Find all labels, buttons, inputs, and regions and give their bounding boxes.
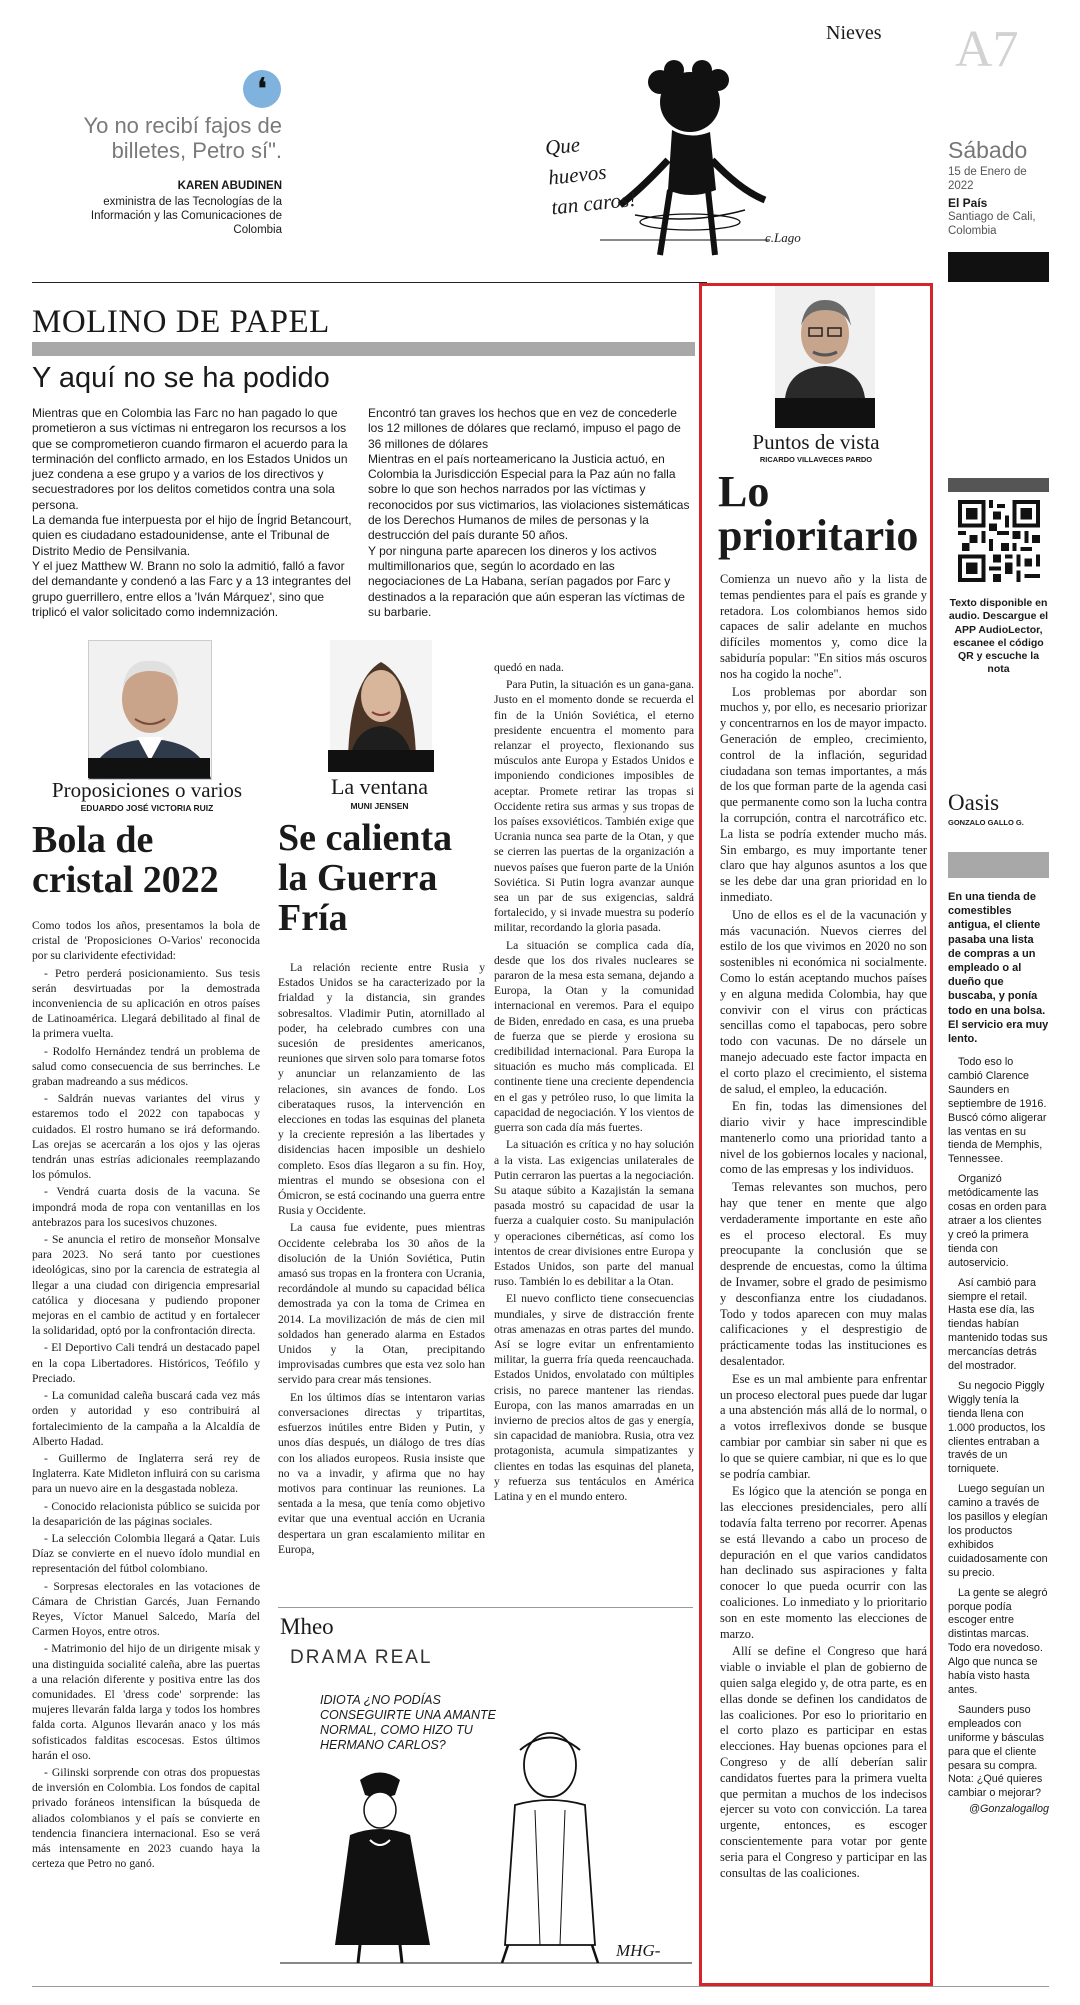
molino-col2 — [368, 406, 693, 620]
body-jensen-b — [494, 660, 694, 1506]
qr-code-icon[interactable] — [958, 500, 1040, 582]
paragraph: - Matrimonio del hijo de un dirigente misak y una distinguida socialité caleña, abre las puertas a una relación diferente y positiva entre las dos comunidades. El 'dress code' sorprende: las mujeres llevarán falda larga y todos los hombres falda corta. Algunos llevarán anaco y los más sofisticados falditas escocesas. Estos últimos harán el oso. — [32, 1642, 260, 1762]
header-quote: Yo no recibí fajos de billetes, Petro sí". — [83, 113, 282, 163]
cartoon-mheo — [280, 1645, 692, 1970]
paragraph: En fin, todas las dimensiones del diario vivir y hace imprescindible mantenerlo como una prioridad tanto a nivel de los gobiernos locales y nacional, como de las empresas y los individuos. — [720, 1099, 927, 1177]
oasis-signature: @Gonzalogallog — [969, 1803, 1049, 1816]
column-name-victoria: Proposiciones o varios — [51, 778, 243, 802]
author-victoria: EDUARDO JOSÉ VICTORIA RUIZ — [80, 803, 214, 813]
paragraph: Temas relevantes son muchos, pero hay que tener en mente que algo verdaderamente importante en este año es el proceso electoral. Es muy preocupante la conclusión que se desprende de encuestas, como la última de Invamer, sobre el grado de pesimismo y desconfianza entre los ciudadanos. Todo y todos aparecen con muy malas calificaciones y el desprestigio de prácticamente todas las instituciones es desalentador. — [720, 1180, 927, 1369]
molino-headline: Y aquí no se ha podido — [32, 362, 330, 394]
body-jensen-a — [278, 960, 485, 1559]
photo-black-bar — [775, 398, 875, 428]
paragraph: - Conocido relacionista público se suicida por la desaparición de las páginas sociales. — [32, 1499, 260, 1528]
header-cartoon-text: Que huevos tan caros! — [543, 132, 638, 220]
paragraph: La causa fue evidente, pues mientras Occidente celebraba los 30 años de la disolución de la Unión Soviética, Putin amasó sus tropas en la frontera con Ucrania, recordándole al mundo su capacidad bélica demostrada ya con la toma de Crimea en 2014. La movilización de más de cien mil soldados han generado alarma en Estados Unidos y la Otan, precipitando improvisadas cumbres que esta vez solo han servido para crear más tensiones. — [278, 1221, 485, 1387]
oasis-author: GONZALO GALLO G. — [948, 818, 1024, 827]
molino-grey-bar — [32, 342, 695, 356]
paragraph: quedó en nada. — [494, 661, 564, 674]
page-number: A7 — [955, 21, 1019, 78]
paragraph: - La comunidad caleña buscará cada vez más orden y autoridad y eso contribuirá al fortalecimiento de la campaña a la Alcaldía de Alberto Hadad. — [32, 1389, 260, 1448]
date: 15 de Enero de 2022 — [948, 166, 1027, 192]
body-victoria — [32, 918, 260, 1873]
paragraph: Es lógico que la atención se ponga en las elecciones presidenciales, pero allí todavía falta terreno por recorrer. Apenas se está llevando a cabo un proceso de depuración en el que varios candidatos han declinado sus aspiraciones y falta conocer lo que pueda ocurrir con las coaliciones. Lo inmediato y lo prioritario son en este momento las elecciones de marzo. — [720, 1484, 927, 1641]
paragraph: Para Putin, la situación es un gana-gana. Justo en el momento donde se recuerda el fin de la Unión Soviética, el eterno presidente encuentra el momento para relanzar el proyecto, flexionando sus músculos ante Europa y Estados Unidos e imponiendo condiciones imposibles de aceptar. Promete retirar las tropas si Occidente retira sus armas y sus tropas de los países exsoviéticos. También exige que Ucrania nunca sea parte de la Otan, y que se cierren las puertas de la organización a nuevos países que fueron parte de la Unión Soviética. Si Putin logra avanzar aunque sea un par de sus exigencias, saldrá fortalecido, y si invade muestra su poderío militar, recordando la gloria pasada. — [494, 678, 694, 935]
paragraph: - La selección Colombia llegará a Qatar. Luis Díaz se convierte en el nuevo ídolo mundial en representación del fútbol colombiano. — [32, 1531, 260, 1576]
paragraph: El nuevo conflicto tiene consecuencias mundiales, y sirve de distracción frente otras amenazas en otras partes del mundo. Así se logre evitar un enfrentamiento militar, la guerra fría queda reencauchada. Estados Unidos, envolatado con múltiples crisis, no parece mantener las riendas. Europa, con las manos amarradas en un invierno de precios altos de gas y energía, sin capacidad de maniobra. Rusia, otra vez protagonista, acumula simpatizantes y clientes en todas las esquinas del planeta, y refuerza sus tentáculos en América Latina y en el mundo entero. — [494, 1292, 694, 1503]
paragraph: Comienza un nuevo año y la lista de temas pendientes para el país es grande y retadora. Los colombianos hemos sido capaces de salir adelante en muchos difíciles momentos y, como dice la sabiduría popular: "En sitios más oscuros nos ha cogido la noche". — [720, 572, 927, 681]
oasis-lead: En una tienda de comestibles antigua, el cliente pasaba una lista de compras a un empleado o al dueño que buscaba, y ponía todo en una bolsa. El servicio era muy lento. — [948, 891, 1049, 1046]
paragraph: La relación reciente entre Rusia y Estados Unidos se ha caracterizado por la frialdad y la distancia, sin grandes sobresaltos. Vladimir Putin, atornillado al poder, ha celebrado cumbres con una sucesión de presidentes americanos, reuniones que sirven solo para tomarse fotos y anunciar un relanzamiento de las relaciones, sin avances de fondo. Los ciberataques rusos, la intervención en elecciones en todas las esquinas del planeta y la creciente represión a las libertades y disidencias hacen imposible un deshielo completo. Esos días llegaron a su fin. Hoy, mientras el mundo se obsesiona con el Ómicron, se está cocinando una guerra entre Rusia y Occidente. — [278, 961, 485, 1218]
author-photo-jensen — [330, 640, 432, 758]
paragraph: Los problemas por abordar son muchos y, por ello, es necesario priorizar y concentrarnos en los de mayor impacto. Generación de empleo, crecimiento, control de la inflación, seguridad ciudadana son temas importantes, a más de los que forman parte de la agenda casi que permanente como son la lucha contra la corrupción, contra el narcotráfico etc. La lista se podría extender mucho más. Sin embargo, es muy importante tener claro que hay algunos asuntos a los que se les debe dar una gran prioridad en lo inmediato. — [720, 684, 927, 904]
paragraph: - Vendrá cuarta dosis de la vacuna. Se impondrá moda de ropa con ventanillas en los antebrazos para los sucesivos chuzones. — [32, 1185, 260, 1229]
paragraph: Como todos los años, presentamos la bola de cristal de 'Proposiciones O-Varios' reconocida por su clarividente efectividad: — [32, 919, 260, 963]
header-cartoon — [540, 40, 830, 280]
oasis-title: Oasis — [948, 790, 1000, 815]
oasis-body — [948, 1056, 1049, 1817]
cartoon-title: Mheo — [280, 1614, 334, 1639]
oasis-paragraph: La gente se alegró porque podía escoger entre distintas marcas. Todo era novedoso. Algo que nunca se había visto hasta antes. — [948, 1586, 1048, 1696]
headline-villaveces: Lo prioritario — [718, 467, 919, 560]
paragraph: En los últimos días se intentaron varias conversaciones directas y tripartitas, esfuerzos inútiles entre Biden y Putin, y unos días después, un diálogo de tres días con los aliados europeos. Rusia insiste que no va a invadir, y afirma que no hay motivos para continuar las reuniones. La sentada a la mesa, que tenía como objetivo evitar que una eventual acción en Ucrania despertara un gran escalamiento militar en Europa, — [278, 1390, 485, 1556]
paragraph: - Petro perderá posicionamiento. Sus tesis serán desvirtuadas por la demostrada inconveniencia de su aplicación en otros países de Latinoamérica. Llegará debilitado al final de la primera vuelta. — [32, 966, 260, 1041]
cartoon-signature: MHG- — [616, 1941, 661, 1960]
oasis-grey-bar — [948, 852, 1049, 878]
molino-paragraph: Encontró tan graves los hechos que en vez de concederle los 12 millones de dólares que reclamó, impuso el pago de 36 millones de dólares — [368, 406, 681, 451]
place: Santiago de Cali, Colombia — [948, 211, 1036, 237]
photo-black-bar — [88, 758, 210, 778]
quote-author: KAREN ABUDINEN — [177, 180, 282, 192]
photo-black-bar — [328, 750, 434, 772]
paragraph: - Sorpresas electorales en las votaciones de Cámara de Christian Garcés, Juan Fernando Reyes, Víctor Manuel Salcedo, María del Carmen Hoyos, entre otros. — [32, 1579, 260, 1639]
molino-paragraph: Mientras en el país norteamericano la Justicia actuó, en Colombia la Jurisdicción Especial para la Paz aún no falla sobre lo que son hechos narrados por las víctimas y reconocidos por sus victimarios, las violaciones sistemáticas de los Derechos Humanos de miles de personas y la destrucción del país durante 50 años. — [368, 451, 690, 543]
paragraph: - Se anuncia el retiro de monseñor Monsalve para 2023. No será tanto por cuestiones ideológicas, sino por la carencia de estrategia al llegar a una ciudad con dirigencia empresarial católica y diocesana y pudiendo proponer mejoras en el cambio de actitud y en fortalecer la solidaridad, optó por la confrontación directa. — [32, 1233, 260, 1338]
headline-jensen: Se calienta la Guerra Fría — [278, 817, 453, 939]
section-name: Nieves — [826, 22, 882, 44]
header-rule — [32, 282, 707, 283]
queen-and-prince-illustration — [280, 1645, 692, 1970]
header-black-box — [948, 252, 1049, 282]
date-day: Sábado — [948, 137, 1028, 163]
author-jensen: MUNI JENSEN — [350, 801, 409, 811]
author-photo-villaveces — [775, 286, 875, 398]
paragraph: - Rodolfo Hernández tendrá un problema de salud como consecuencia de sus berrinches. Le graban madreando a sus médicos. — [32, 1044, 260, 1089]
molino-paragraph: Y el juez Matthew W. Brann no solo la admitió, falló a favor del demandante y condenó a las Farc y a 13 integrantes del grupo guerrillero, entre ellos a 'Iván Márquez', sino que triplicó el valor solicitado como indemnización. — [32, 558, 351, 619]
oasis-paragraph: Organizó metódicamente las cosas en orden para atraer a los clientes y creó la primera tienda con autoservicio. — [948, 1173, 1047, 1269]
paragraph: - Guillermo de Inglaterra será rey de Inglaterra. Kate Midleton influirá con su carisma para un nuevo aire en la desgastada nobleza. — [32, 1451, 260, 1496]
audio-text: Texto disponible en audio. Descargue el APP AudioLector, escanee el código QR y escuche la nota — [948, 597, 1049, 676]
qr-dark-bar — [948, 478, 1049, 492]
paragraph: Uno de ellos es el de la vacunación y más vacunación. Nuevos cierres del estilo de los que vivimos en 2020 no son sostenibles ni económica ni socialmente. Como lo están aceptando muchos países y en alguna medida Colombia, hay que convivir con el virus con prácticas sencillas como el tapabocas, pero sobre todo con vacunas. De no dársele un manejo adecuado este factor impacta en el corto plazo el crecimiento, el sistema de salud, el empleo, la educación. — [720, 907, 927, 1096]
molino-paragraph: Mientras que en Colombia las Farc no han pagado lo que prometieron a sus víctimas ni entregaron los recursos a los que se comprometieron cuando firmaron el acuerdo para la terminación del conflicto armado, en los Estados Unidos un juez condena a ese grupo y a varios de los directivos y secuestradores por los delitos cometidos contra una sola persona. — [32, 406, 348, 512]
molino-paragraph: Y por ninguna parte aparecen los dineros y los activos multimillonarios que, según lo acordado en las negociaciones de La Habana, serían pagados por Farc y destinados a la reparación que aún esperan las víctimas de su barbarie. — [368, 543, 685, 619]
column-name-villaveces: Puntos de vista — [752, 430, 880, 454]
molino-col1 — [32, 406, 362, 620]
paragraph: Allí se define el Congreso que hará viable o inviable el plan de gobierno de quien salga elegido y, de otra parte, es en ellas donde se definen los candidatos de las coaliciones. Por eso lo prioritario en el corto plazo es participar en estas elecciones. Hay buenas opciones para el Congreso y de allí deberían salir candidatos fuertes para la primera vuelta que permitan a muchos de los indecisos ejercer su voto con convicción. La tarea urgente, entonces, es escoger conscientemente para votar por gente seria para el Congreso y participar en las consultas de las coaliciones. — [720, 1644, 927, 1880]
quote-author-role: exministra de las Tecnologías de la Información y las Comunicaciones de Colombia — [90, 196, 282, 236]
header-cartoon-signature: c.Lago — [765, 230, 801, 245]
paragraph: La situación es crítica y no hay solución a la vista. Las exigencias unilaterales de Putin cerraron las puertas a la negociación. Su ataque súbito a Kazajistán la semana pasada mostró su capacidad de usar la fuerza a cualquier costo. Su manipulación y operaciones cibernéticas, así como los intentos de crear divisiones entre Europa y Estados Unidos, son parte del manual ruso. También lo es debilitar a la Otan. — [494, 1138, 694, 1289]
cartoon-subtitle: DRAMA REAL — [290, 1647, 433, 1668]
footer-rule — [32, 1986, 1049, 1987]
paper-name: El País — [948, 196, 988, 210]
paragraph: - Gilinski sorprende con otras dos propuestas de inversión en Colombia. Los fondos de capital privado foráneos intensifican la búsqueda de aliados colombianos y el país se convierte en tendencia financiera internacional. Eso se verá más intensamente en 2023 cuando haya la certeza que Petro no ganó. — [32, 1765, 260, 1871]
column-name-jensen: La ventana — [330, 774, 429, 799]
paragraph: - El Deportivo Cali tendrá un destacado papel en la copa Libertadores. Históricos, Teófilo y Preciado. — [32, 1341, 260, 1385]
author-villaveces: RICARDO VILLAVECES PARDO — [759, 455, 873, 464]
cartoon-rule — [278, 1607, 693, 1608]
molino-paragraph: La demanda fue interpuesta por el hijo de Íngrid Betancourt, quien es ciudadano estadounidense, ante el Tribunal de Distrito Medio de Pensilvania. — [32, 513, 352, 558]
oasis-paragraph: Su negocio Piggly Wiggly tenía la tienda llena con 1.000 productos, los clientes entraban a través de un torniquete. — [948, 1379, 1046, 1476]
oasis-paragraph: Luego seguían un camino a través de los pasillos y elegían los productos exhibidos cuidadosamente con su precio. — [948, 1483, 1048, 1579]
cartoon-speech: IDIOTA ¿NO PODÍAS CONSEGUIRTE UNA AMANTE NORMAL, COMO HIZO TU HERMANO CARLOS? — [320, 1693, 496, 1752]
oasis-paragraph: Saunders puso empleados con uniforme y básculas para que el cliente pesara su compra. Nota: ¿Qué quieres cambiar o mejorar? — [948, 1703, 1045, 1800]
paragraph: Ese es un mal ambiente para enfrentar un proceso electoral pues puede dar lugar a una abstención más allá de lo normal, o a votos irreflexivos donde se busque cambiar por cambiar sin saber ni que es lo que se quiere cambiar, ni que es lo que se podría cambiar. — [720, 1371, 927, 1481]
oasis-paragraph: Todo eso lo cambió Clarence Saunders en septiembre de 1916. Buscó cómo aligerar las ventas en su tienda de Memphis, Tennessee. — [948, 1056, 1047, 1166]
paragraph: La situación se complica cada día, desde que los dos rivales nucleares se pararon de la mesa esta semana, dejando a Europa, la Otan y la comunidad internacional en veremos. Para el equipo de Biden, enredado en casa, es una prueba de fuerza que se pierde y erosiona su credibilidad internacional. Para Europa la situación es mucho más complicada. El continente tiene una creciente dependencia en el gas y petróleo ruso, lo que limita la capacidad de negociación. Y los vientos de guerra son cada día más fuertes. — [494, 938, 694, 1135]
quote-icon: ❛ — [243, 70, 281, 108]
molino-section-title: MOLINO DE PAPEL — [32, 304, 330, 340]
oasis-paragraph: Así cambió para siempre el retail. Hasta ese día, las tiendas habían mantenido todas sus mercancías detrás del mostrador. — [948, 1276, 1048, 1373]
body-villaveces — [720, 572, 927, 1883]
headline-victoria: Bola de cristal 2022 — [32, 819, 219, 901]
paragraph: - Saldrán nuevas variantes del virus y estaremos todo el 2022 con tapabocas y cuidados. El rostro humano se irá deformando. Las orejas se acercarán a los ojos y las ojeras tendrán unas estrías adicionales reemplazando los pómulos. — [32, 1092, 260, 1182]
